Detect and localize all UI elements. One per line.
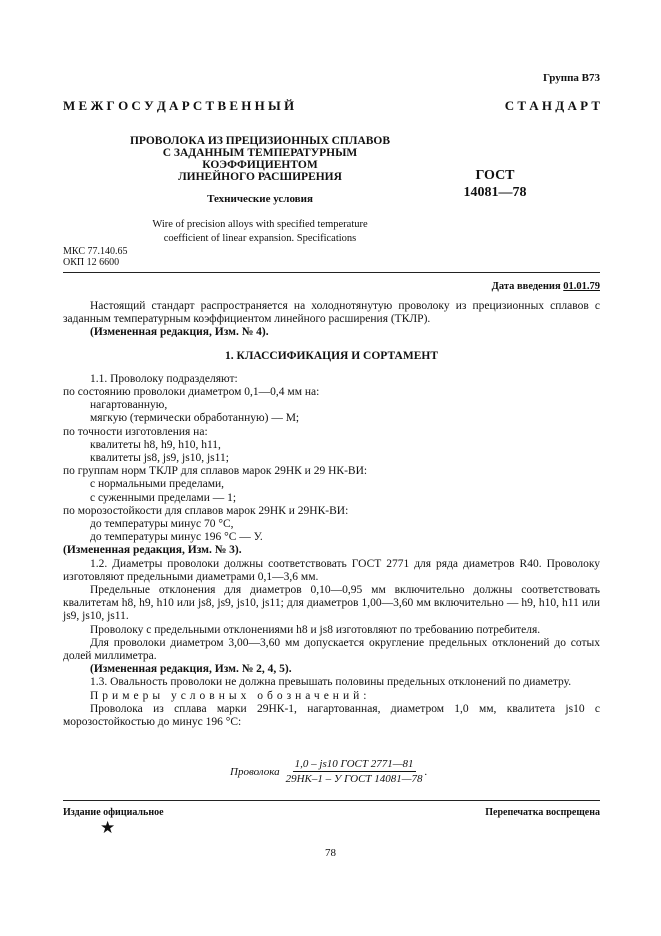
banner-word-1: М Е Ж Г О С У Д А Р С Т В Е Н Н Ы Й (63, 98, 295, 113)
title-line: ПРОВОЛОКА ИЗ ПРЕЦИЗИОННЫХ СПЛАВОВ (129, 135, 391, 147)
page-number: 78 (325, 847, 336, 859)
clause-text: Предельные отклонения для диаметров 0,10—0,95 мм включительно должны соответствовать квалитетам h8, h9, h10 или js8, js9, js10, js11; для диаметров 1,00—3,60 мм включительно — h9, h10, h11 или js9, js10, js11. (63, 584, 600, 623)
edit-note: (Измененная редакция, Изм. № 4). (90, 326, 269, 339)
header-divider (63, 272, 600, 273)
classification-codes (63, 246, 127, 268)
formula-numerator: 1,0 – js10 ГОСТ 2771—81 (294, 758, 414, 770)
document-body (63, 300, 600, 729)
clause-text: по морозостойкости для сплавов марок 29НК и 29НК-ВИ: (63, 504, 349, 517)
mks-code: МКС 77.140.65 (63, 246, 128, 257)
clause-text: по состоянию проволоки диаметром 0,1—0,4 мм на: (63, 386, 320, 399)
clause-item: с нормальными пределами, (90, 478, 224, 491)
clause-1-2: 1.2. Диаметры проволоки должны соответствовать ГОСТ 2771 для ряда диаметров R40. Проволоку изготовляют предельными диаметрами 0,1—3,6 мм. (63, 557, 600, 583)
clause-text: Проволоку с предельными отклонениями h8 и js8 изготовляют по требованию потребителя. (90, 623, 541, 636)
clause-item: до температуры минус 70 °С, (90, 518, 234, 531)
formula-label: Проволока (230, 765, 280, 778)
title-line: С ЗАДАННЫМ ТЕМПЕРАТУРНЫМ (162, 147, 358, 159)
clause-text: по группам норм ТКЛР для сплавов марок 29НК и 29 НК-ВИ: (63, 465, 368, 478)
gost-designation (440, 167, 550, 201)
standard-banner (63, 98, 600, 114)
official-edition: Издание официальное (63, 807, 164, 818)
date-value: 01.01.79 (563, 281, 600, 292)
formula-fraction (284, 758, 425, 785)
example-text: Проволока из сплава марки 29НК-1, нагартованная, диаметром 1,0 мм, квалитета js10 с морозостойкостью до минус 196 °С: (63, 702, 600, 729)
effective-date (492, 281, 600, 292)
footer-divider (63, 800, 600, 801)
english-title (75, 218, 445, 246)
english-title-line: coefficient of linear expansion. Specifications (163, 233, 357, 244)
clause-item: квалитеты h8, h9, h10, h11, (90, 438, 221, 451)
group-code: Группа В73 (542, 72, 600, 84)
banner-word-2: С Т А Н Д А Р Т (504, 98, 600, 113)
gost-label: ГОСТ (475, 168, 515, 183)
clause-1-3: 1.3. Овальность проволоки не должна превышать половины предельных отклонений по диаметру. (90, 676, 572, 689)
clause-item: с суженными пределами — 1; (90, 491, 237, 504)
clause-1-1: 1.1. Проволоку подразделяют: (90, 372, 238, 385)
edit-note: (Измененная редакция, Изм. № 2, 4, 5). (90, 663, 292, 676)
gost-number: 14081—78 (463, 185, 527, 200)
clause-item: мягкую (термически обработанную) — М; (90, 412, 300, 425)
section-heading: 1. КЛАССИФИКАЦИЯ И СОРТАМЕНТ (224, 349, 438, 362)
designation-formula: Проволока $\frac{\text{1,0 – js10 ГОСТ 2771—81}}{\text{29НК–1 – У ГОСТ 14081—78}}$ . (230, 758, 428, 785)
clause-text: по точности изготовления на: (63, 425, 208, 438)
star-icon: ★ (100, 818, 116, 837)
examples-heading: Примеры условных обозначений: (90, 689, 371, 702)
reprint-notice: Перепечатка воспрещена (485, 807, 600, 818)
clause-item: нагартованную, (90, 399, 168, 412)
okp-code: ОКП 12 6600 (63, 257, 120, 268)
title-line: ЛИНЕЙНОГО РАСШИРЕНИЯ (178, 171, 342, 183)
formula-denominator: 29НК–1 – У ГОСТ 14081—78 (285, 773, 423, 785)
title-line: КОЭФФИЦИЕНТОМ (202, 159, 318, 171)
clause-text: Для проволоки диаметром 3,00—3,60 мм допускается округление предельных отклонений до сотых долей миллиметра. (63, 636, 600, 663)
clause-item: до температуры минус 196 °С — У. (90, 531, 263, 544)
intro-paragraph: Настоящий стандарт распространяется на холоднотянутую проволоку из прецизионных сплавов с заданным температурным коэффициентом линейного расширения (ТКЛР). (63, 300, 600, 326)
date-label: Дата введения (491, 281, 561, 292)
clause-item: квалитеты js8, js9, js10, js11; (90, 452, 229, 465)
document-subtitle: Технические условия (207, 193, 313, 205)
edit-note: (Измененная редакция, Изм. № 3). (63, 544, 242, 557)
english-title-line: Wire of precision alloys with specified temperature (152, 219, 368, 230)
document-title (75, 135, 445, 183)
